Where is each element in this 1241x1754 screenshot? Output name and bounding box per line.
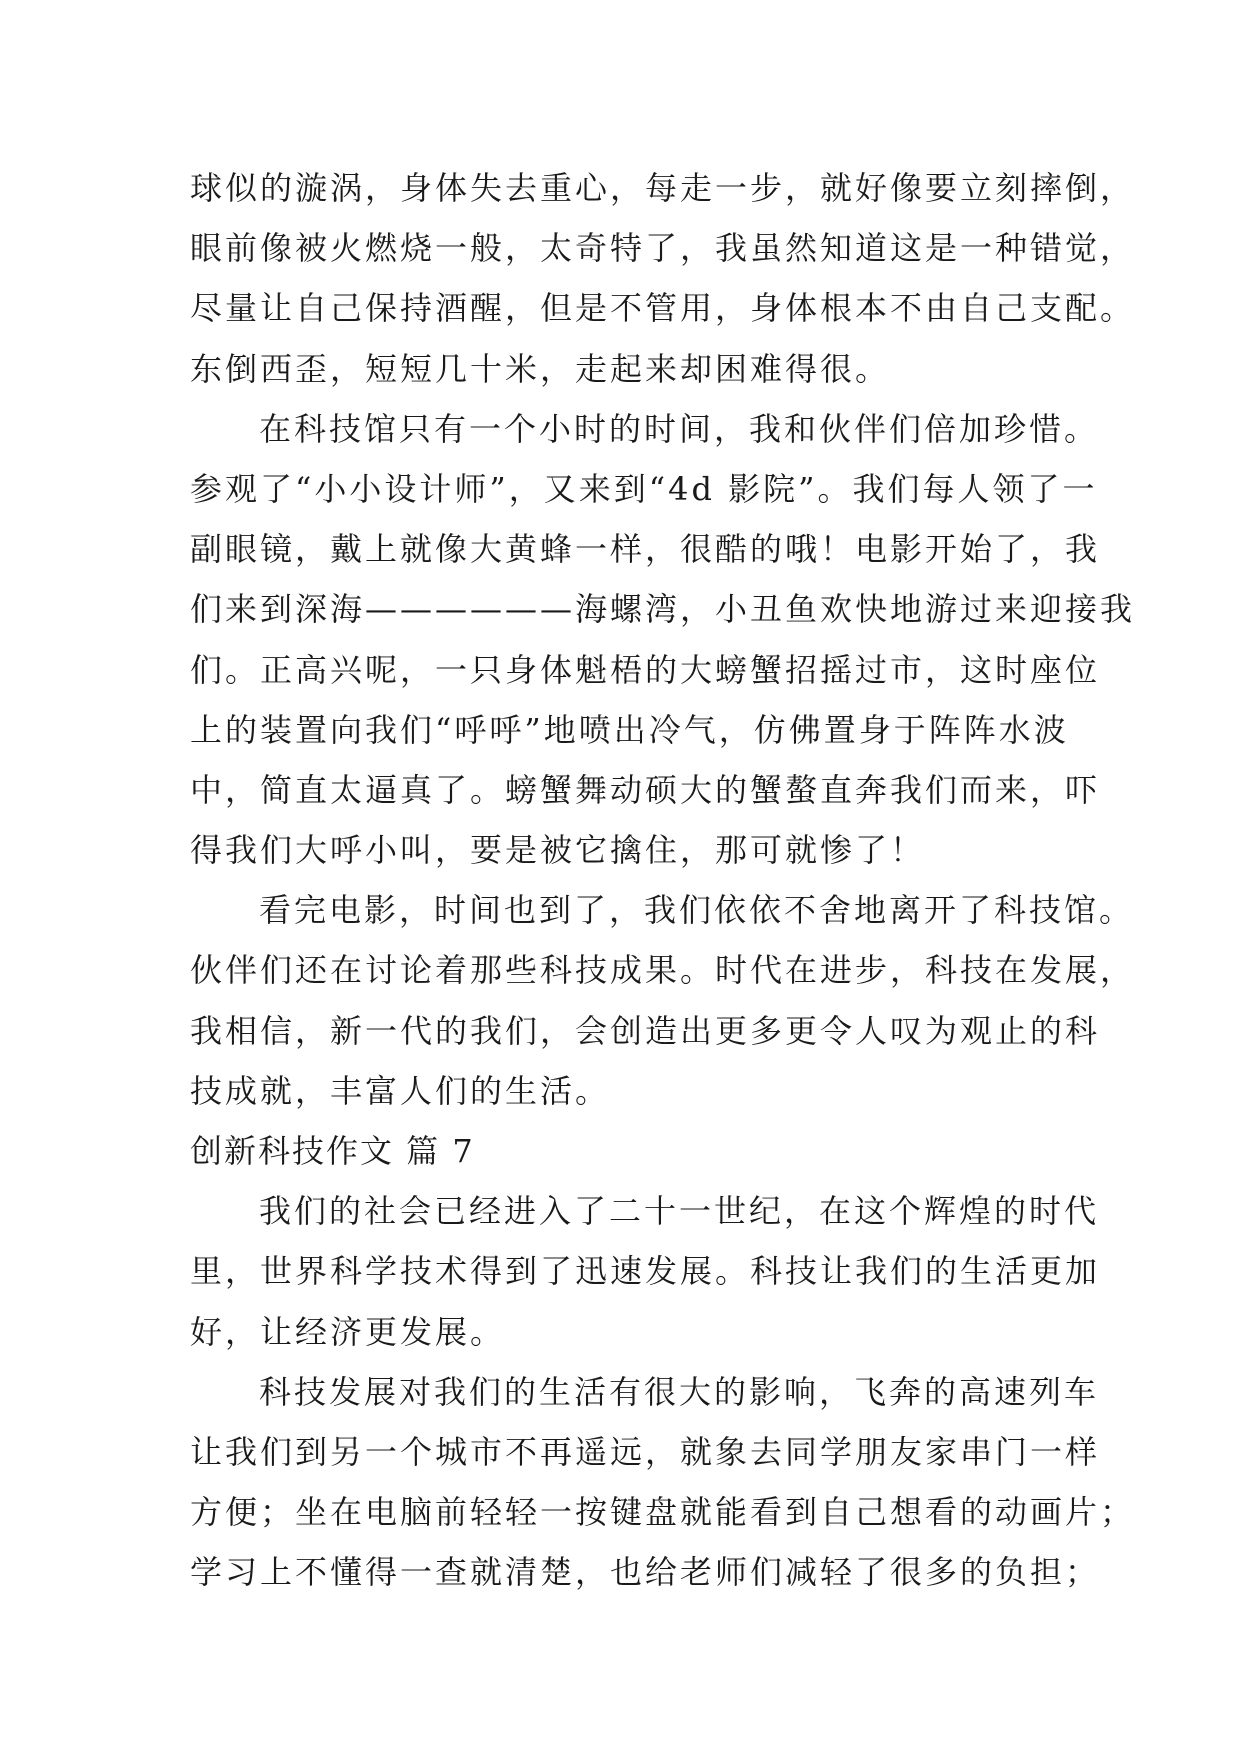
text-line: 方便；坐在电脑前轻轻一按键盘就能看到自己想看的动画片；	[190, 1493, 1136, 1532]
text-line: 尽量让自己保持酒醒，但是不管用，身体根本不由自己支配。	[190, 289, 1136, 328]
text-line: 参观了“小小设计师”，又来到“4d 影院”。我们每人领了一	[190, 469, 1098, 508]
text-line: 伙伴们还在讨论着那些科技成果。时代在进步，科技在发展，	[190, 951, 1136, 990]
text-line: 让我们到另一个城市不再遥远，就象去同学朋友家串门一样	[190, 1432, 1101, 1471]
text-line: 副眼镜，戴上就像大黄蜂一样，很酷的哦！电影开始了，我	[190, 530, 1101, 569]
text-line: 好，让经济更发展。	[190, 1312, 506, 1351]
text-line: 上的装置向我们“呼呼”地喷出冷气，仿佛置身于阵阵水波	[190, 710, 1069, 749]
document-body	[190, 158, 1136, 1603]
text-line: 们。正高兴呢，一只身体魁梧的大螃蟹招摇过市，这时座位	[190, 650, 1101, 689]
section-heading: 创新科技作文 篇 7	[190, 1132, 475, 1170]
text-line: 学习上不懂得一查就清楚，也给老师们减轻了很多的负担；	[190, 1553, 1101, 1592]
text-line: 得我们大呼小叫，要是被它擒住，那可就惨了！	[190, 831, 926, 870]
paragraph-first-line: 看完电影，时间也到了，我们依依不舍地离开了科技馆。	[259, 891, 1135, 930]
text-line: 眼前像被火燃烧一般，太奇特了，我虽然知道这是一种错觉，	[190, 229, 1136, 268]
paragraph-first-line: 在科技馆只有一个小时的时间，我和伙伴们倍加珍惜。	[259, 409, 1100, 448]
text-line: 我相信，新一代的我们，会创造出更多更令人叹为观止的科	[190, 1011, 1101, 1050]
paragraph-first-line: 我们的社会已经进入了二十一世纪，在这个辉煌的时代	[259, 1192, 1100, 1231]
paragraph-first-line: 科技发展对我们的生活有很大的影响，飞奔的高速列车	[259, 1372, 1100, 1411]
text-line: 们来到深海——————海螺湾，小丑鱼欢快地游过来迎接我	[190, 590, 1136, 629]
text-line: 中，简直太逼真了。螃蟹舞动硕大的蟹螯直奔我们而来，吓	[190, 770, 1101, 809]
text-line: 技成就，丰富人们的生活。	[190, 1071, 611, 1110]
text-line: 东倒西歪，短短几十米，走起来却困难得很。	[190, 349, 891, 388]
text-line: 里，世界科学技术得到了迅速发展。科技让我们的生活更加	[190, 1252, 1101, 1291]
text-line: 球似的漩涡，身体失去重心，每走一步，就好像要立刻摔倒，	[190, 169, 1136, 207]
